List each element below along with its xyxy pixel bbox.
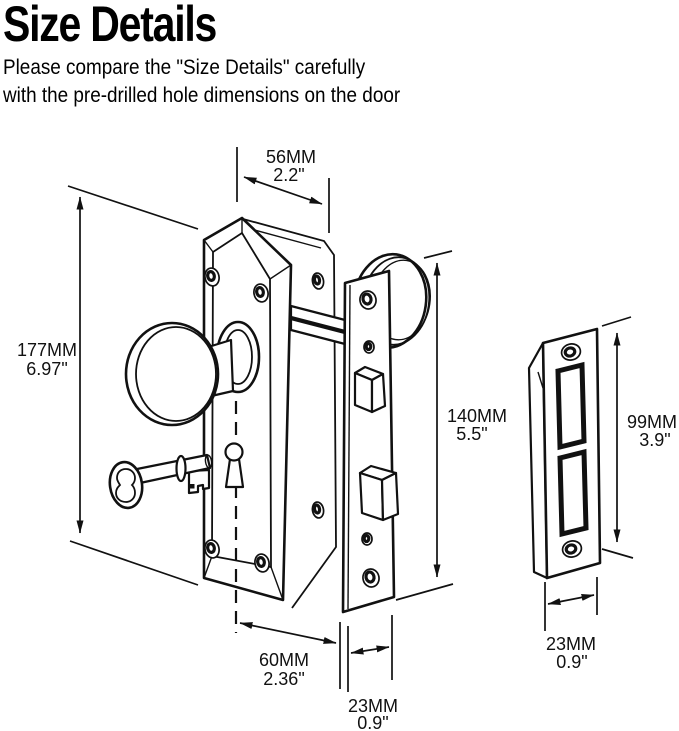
screw-hole bbox=[565, 544, 576, 554]
dim-60mm-label: 60MM bbox=[258, 650, 310, 670]
screw-hole bbox=[314, 276, 320, 285]
subtitle-line-1: Please compare the "Size Details" carefully bbox=[3, 56, 366, 79]
dim-faceplate-width bbox=[348, 615, 398, 731]
screw-hole bbox=[365, 571, 375, 582]
screw-hole bbox=[564, 347, 575, 357]
dim-backset-width bbox=[240, 622, 340, 689]
key bbox=[107, 455, 212, 510]
dim-99mm-label: 99MM bbox=[626, 412, 678, 432]
deadbolt-cutout bbox=[560, 452, 586, 534]
subtitle-line-2: with the pre-drilled hole dimensions on the door bbox=[3, 84, 401, 107]
dim-23mm-strike-label: 23MM bbox=[545, 634, 597, 654]
mortise-faceplate bbox=[343, 271, 398, 612]
front-backplate bbox=[203, 218, 291, 600]
dim-56mm-label: 56MM bbox=[265, 147, 317, 167]
dim-99mm-inch-label: 3.9" bbox=[639, 430, 671, 450]
dim-23mm-faceplate-inch-label: 0.9" bbox=[357, 713, 389, 731]
key-bit-notch bbox=[190, 484, 195, 489]
screw-hole bbox=[362, 293, 372, 304]
dim-177mm-inch-label: 6.97" bbox=[26, 359, 68, 379]
dim-140mm-label: 140MM bbox=[446, 406, 508, 426]
screw-hole bbox=[207, 271, 215, 281]
header bbox=[3, 0, 444, 110]
screw-hole bbox=[314, 505, 320, 514]
screw-hole bbox=[256, 287, 264, 297]
dim-top-width bbox=[237, 147, 329, 233]
dim-56mm-inch-label: 2.2" bbox=[273, 165, 305, 185]
page-title: Size Details bbox=[3, 0, 217, 52]
latch-bolt bbox=[355, 367, 385, 412]
latch-cutout bbox=[558, 365, 584, 447]
deadbolt bbox=[360, 466, 398, 520]
screw-hole bbox=[207, 543, 215, 553]
dim-strike-width bbox=[545, 577, 597, 672]
dim-177mm-label: 177MM bbox=[16, 340, 78, 360]
subtitle bbox=[3, 54, 400, 110]
strike-plate bbox=[529, 329, 600, 578]
dim-23mm-strike-inch-label: 0.9" bbox=[556, 652, 588, 672]
dim-strike-height bbox=[602, 317, 677, 558]
keyhole bbox=[226, 444, 244, 488]
dim-23mm-faceplate-label: 23MM bbox=[347, 696, 399, 716]
dim-60mm-inch-label: 2.36" bbox=[263, 669, 305, 689]
screw-hole bbox=[257, 557, 265, 567]
dim-140mm-inch-label: 5.5" bbox=[456, 424, 488, 444]
